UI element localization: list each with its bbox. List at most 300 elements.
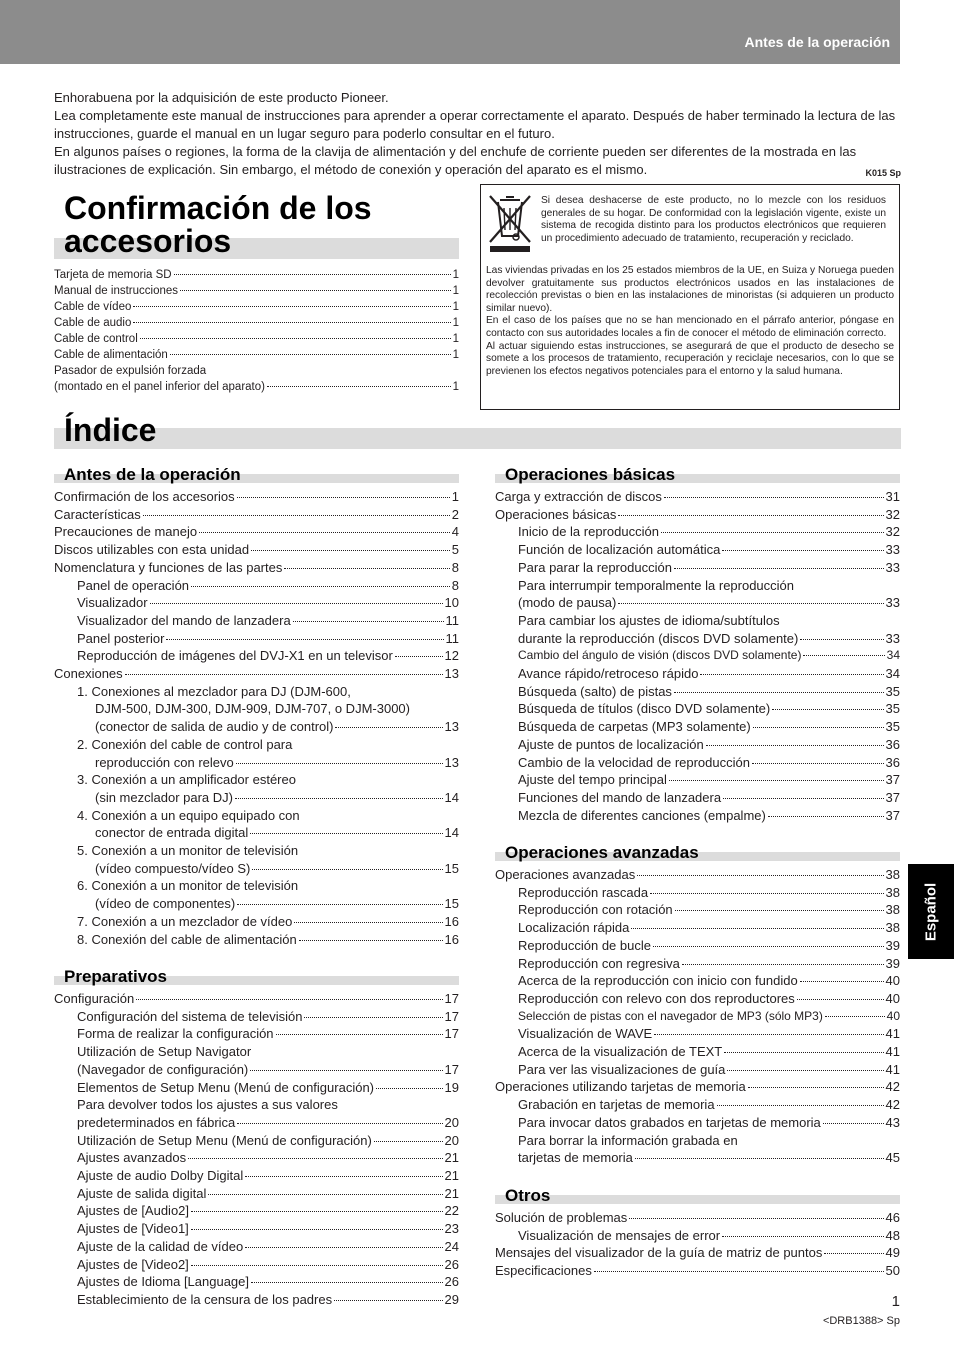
toc-entry [54,1061,459,1079]
toc-entry-page: 33 [885,595,900,611]
toc-entry [495,807,900,825]
toc-entry-label: Solución de problemas [495,1210,628,1225]
toc-entry-label: Selección de pistas con el navegador de MP3 (sólo MP3) [518,1008,823,1023]
toc-leader-dots [637,875,883,876]
toc-entry-page: 34 [886,648,900,663]
toc-entry-label: 6. Conexión a un monitor de televisión [77,878,299,894]
toc-entry-label: Ajuste del tempo principal [518,772,667,788]
toc-entry-page: 45 [885,1150,900,1166]
toc-entry-page: 17 [444,1026,459,1042]
toc-entry [495,1008,900,1026]
toc-entry [495,990,900,1008]
toc-entry-label: Búsqueda de carpetas (MP3 solamente) [518,719,751,735]
toc-leader-dots [245,1176,442,1177]
toc-entry [54,860,459,878]
toc-entry [54,718,459,736]
toc-leader-dots [251,1282,443,1283]
toc-entry [495,866,900,884]
toc-entry [54,1291,459,1309]
toc-leader-dots [661,532,884,533]
toc-entry-label: 4. Conexión a un equipo equipado con [77,807,300,823]
toc-entry-label: Conexiones [54,666,123,682]
toc-entry-label: Reproducción de imágenes del DVJ-X1 en un televisor [77,648,393,664]
toc-entry [54,1185,459,1203]
toc-entry [54,877,459,895]
toc-entry-page: 40 [885,973,900,989]
language-tab-label: Español [922,882,940,941]
toc-leader-dots [125,674,443,675]
intro-text [54,89,901,182]
toc-entry-label: Búsqueda de títulos (disco DVD solamente) [518,701,771,717]
crossed-bin-icon [486,192,534,252]
toc-entry-page: 4 [451,524,459,540]
toc-entry-page: 35 [885,683,900,699]
toc-entry-label: 3. Conexión a un amplificador estéreo [77,772,296,788]
toc-entry-page: 41 [885,1026,900,1042]
toc-entry-page: 26 [444,1274,459,1290]
preparativos-heading [54,967,459,986]
toc-entry-page: 20 [444,1132,459,1148]
toc-entry [54,1273,459,1291]
toc-entry [54,1202,459,1220]
toc-entry [495,1043,900,1061]
toc-entry-label: Para devolver todos los ajustes a sus valores [77,1097,338,1113]
toc-entry [54,577,459,595]
toc-entry-page: 1 [452,317,459,329]
toc-leader-dots [727,1070,883,1071]
toc-entry [495,612,900,630]
toc-leader-dots [669,780,884,781]
toc-entry-label: Características [54,506,141,522]
toc-entry-page: 38 [885,884,900,900]
toc-leader-dots [717,1105,884,1106]
toc-leader-dots [208,1194,442,1195]
toc-leader-dots [824,1253,883,1254]
toc-entry-label: Ajuste de audio Dolby Digital [77,1168,244,1184]
toc-entry [54,347,459,363]
toc-entry-label: Cable de control [54,333,138,345]
toc-entry [54,1096,459,1114]
toc-entry-page: 11 [445,630,459,646]
toc-entry-page: 33 [885,630,900,646]
toc-entry-label: Ajustes avanzados [77,1150,187,1166]
toc-entry-page: 42 [885,1079,900,1095]
toc-leader-dots [143,515,450,516]
toc-leader-dots [188,1158,442,1159]
toc-leader-dots [170,354,451,355]
toc-entry [495,647,900,665]
toc-entry [54,842,459,860]
toc-entry-page: 15 [444,860,459,876]
toc-entry-page: 32 [885,506,900,522]
toc-entry-label: 7. Conexión a un mezclador de vídeo [77,913,293,929]
toc-entry-label: Utilización de Setup Menu (Menú de configuración) [77,1132,372,1148]
toc-entry-page: 17 [444,1061,459,1077]
toc-entry-label: Discos utilizables con esta unidad [54,542,250,558]
toc-entry [495,594,900,612]
toc-leader-dots [594,1271,884,1272]
indice-heading [54,412,901,449]
toc-entry-page: 13 [444,719,459,735]
toc-entry [54,612,459,630]
toc-leader-dots [629,1218,883,1219]
toc-entry-label: Reproducción de bucle [518,937,651,953]
toc-entry-label: Ajustes de [Video1] [77,1221,189,1237]
toc-entry-page: 21 [444,1185,459,1201]
toc-entry [54,1238,459,1256]
toc-entry-page: 39 [885,937,900,953]
toc-entry-label: Visualización de mensajes de error [518,1227,721,1243]
toc-entry-label: Cable de vídeo [54,301,132,313]
toc-leader-dots [723,798,883,799]
toc-entry [495,789,900,807]
toc-leader-dots [133,306,450,307]
toc-entry-label: Operaciones básicas [495,506,617,522]
toc-entry-label: Para cambiar los ajustes de idioma/subtítulos [518,612,780,628]
toc-entry [495,937,900,955]
toc-leader-dots [294,922,442,923]
toc-entry-page: 33 [885,542,900,558]
toc-leader-dots [180,290,451,291]
toc-entry-page: 50 [885,1263,900,1279]
intro-paragraph-3: En algunos países o regiones, la forma de la clavija de alimentación y del enchufe de corriente pueden ser diferentes de la mostrada en las ilustraciones de explicación. Sin embargo, el método de conexión y operación del aparato es el mismo. K015 Sp [54,143,901,179]
toc-entry-page: 1 [452,349,459,361]
toc-leader-dots [199,532,450,533]
toc-entry-page: 48 [885,1227,900,1243]
toc-entry [54,1167,459,1185]
toc-entry [54,315,459,331]
basicas-heading [495,465,900,484]
toc-leader-dots [284,568,449,569]
toc-leader-dots [674,692,884,693]
toc-leader-dots [823,1123,884,1124]
toc-leader-dots [752,763,884,764]
preparativos-toc [54,990,459,1309]
toc-entry [54,807,459,825]
toc-entry-label: Visualizador [77,595,148,611]
toc-entry [495,523,900,541]
toc-entry [495,683,900,701]
toc-leader-dots [722,1236,883,1237]
toc-entry-label: Funciones del mando de lanzadera [518,789,722,805]
toc-entry-page: 22 [444,1203,459,1219]
toc-entry [495,901,900,919]
toc-entry-label: Para interrumpir temporalmente la reproducción [518,577,795,593]
toc-entry [495,559,900,577]
toc-entry [54,1025,459,1043]
toc-entry-page: 49 [885,1245,900,1261]
toc-leader-dots [252,869,442,870]
toc-entry [54,506,459,524]
intro-paragraph-1: Enhorabuena por la adquisición de este producto Pioneer. [54,90,389,105]
toc-entry-page: 23 [444,1221,459,1237]
toc-leader-dots [245,1247,442,1248]
toc-entry-label: Ajuste de la calidad de vídeo [77,1238,244,1254]
toc-entry-page: 1 [452,269,459,281]
weee-paragraph-2: En el caso de los países que no se han mencionado en el párrafo anterior, póngase en contacto con sus autoridades locales a fin de conocer el método de eliminación correcto. [486,315,894,339]
toc-leader-dots [803,655,884,656]
toc-entry [495,771,900,789]
toc-leader-dots [250,833,442,834]
toc-entry-label: Ajustes de [Audio2] [77,1203,190,1219]
toc-entry [54,1043,459,1061]
toc-leader-dots [267,386,451,387]
page-number: 1 [891,1293,900,1310]
toc-entry-label: Utilización de Setup Navigator [77,1044,252,1060]
toc-leader-dots [237,904,442,905]
toc-leader-dots [654,1034,883,1035]
toc-entry-label: Cambio de la velocidad de reproducción [518,754,750,770]
toc-entry-page: 29 [444,1291,459,1307]
toc-entry-page: 40 [886,1008,900,1023]
toc-leader-dots [376,1088,443,1089]
toc-leader-dots [635,1158,884,1159]
weee-body-text [486,265,894,378]
toc-entry-label: tarjetas de memoria [518,1150,633,1166]
toc-entry-label: 8. Conexión del cable de alimentación [77,931,297,947]
toc-entry-page: 1 [452,285,459,297]
accesorios-title-line2: accesorios [64,223,232,259]
toc-entry-page: 21 [444,1168,459,1184]
toc-entry-page: 1 [451,489,459,504]
toc-entry [54,594,459,612]
toc-leader-dots [674,568,884,569]
toc-entry-page: 19 [444,1079,459,1095]
toc-entry-page: 31 [885,489,900,504]
toc-entry [495,1096,900,1114]
toc-leader-dots [748,1087,884,1088]
toc-entry-page: 10 [444,595,459,611]
toc-entry-page: 12 [444,648,459,664]
toc-entry [54,665,459,683]
toc-entry-page: 16 [444,931,459,947]
toc-entry [495,1025,900,1043]
toc-entry-label: Establecimiento de la censura de los padres [77,1291,333,1307]
antes-toc [54,488,459,948]
toc-entry-label: 5. Conexión a un monitor de televisión [77,843,299,859]
toc-entry-page: 41 [885,1044,900,1060]
toc-entry-label: Ajustes de Idioma [Language] [77,1274,250,1290]
toc-entry-label: Reproducción con rotación [518,902,673,918]
toc-entry [495,736,900,754]
document-code: <DRB1388> Sp [822,1315,900,1327]
toc-entry [495,884,900,902]
toc-entry [495,488,900,506]
toc-entry-label: Cable de alimentación [54,349,168,361]
toc-entry [495,577,900,595]
toc-entry-label: Grabación en tarjetas de memoria [518,1097,715,1113]
toc-entry-label: Configuración del sistema de televisión [77,1008,303,1024]
toc-leader-dots [191,1229,443,1230]
avanzadas-heading [495,843,900,862]
toc-entry [54,1220,459,1238]
toc-leader-dots [768,816,884,817]
toc-entry-label: Visualizador del mando de lanzadera [77,612,291,628]
toc-entry-page: 17 [444,1008,459,1024]
toc-entry-page: 24 [444,1238,459,1254]
toc-entry [54,541,459,559]
toc-leader-dots [682,964,884,965]
toc-entry-page: 39 [885,955,900,971]
accesorios-list [54,267,459,395]
toc-entry-label: Avance rápido/retroceso rápido [518,666,699,682]
toc-entry-label: Inicio de la reproducción [518,524,659,540]
otros-toc [495,1209,900,1280]
toc-entry-page: 17 [444,991,459,1006]
toc-entry-label: Ajustes de [Video2] [77,1256,189,1272]
toc-entry [495,754,900,772]
toc-entry-label: (Navegador de configuración) [77,1061,249,1077]
toc-leader-dots [251,550,450,551]
toc-entry [54,1256,459,1274]
toc-entry [495,1132,900,1150]
toc-entry [54,700,459,718]
toc-leader-dots [174,274,451,275]
toc-entry [495,665,900,683]
toc-entry-page: 40 [885,990,900,1006]
toc-entry [495,955,900,973]
toc-leader-dots [753,727,884,728]
toc-entry-label: Panel de operación [77,577,190,593]
toc-entry [495,919,900,937]
toc-entry [54,990,459,1008]
toc-entry-page: 21 [444,1150,459,1166]
toc-entry-page: 11 [445,612,459,628]
toc-entry [54,1114,459,1132]
toc-entry-label: Ajuste de salida digital [77,1185,207,1201]
accesorios-title-line1: Confirmación de los [64,190,372,226]
toc-entry-page: 43 [885,1114,900,1130]
toc-leader-dots [653,946,884,947]
toc-entry-page: 37 [885,789,900,805]
toc-entry-label: (vídeo de componentes) [95,896,236,912]
toc-entry [495,541,900,559]
toc-entry [54,824,459,842]
toc-entry [54,379,459,395]
avanzadas-toc [495,866,900,1167]
toc-entry [54,736,459,754]
toc-entry-page: 1 [452,301,459,313]
toc-entry-label: Pasador de expulsión forzada [54,365,207,377]
toc-entry-page: 41 [885,1061,900,1077]
toc-entry-page: 5 [451,542,459,558]
toc-entry-label: Precauciones de manejo [54,524,198,540]
toc-entry-label: Configuración [54,991,135,1006]
toc-entry [54,754,459,772]
toc-entry [495,1209,900,1227]
toc-entry-label: Cambio del ángulo de visión (discos DVD solamente) [518,648,802,663]
toc-leader-dots [395,656,443,657]
toc-entry-page: 2 [451,506,459,522]
basicas-toc [495,488,900,824]
toc-entry-label: (sin mezclador para DJ) [95,789,233,805]
toc-entry-label: Carga y extracción de discos [495,489,662,504]
toc-leader-dots [299,940,443,941]
toc-entry [495,972,900,990]
toc-entry-label: Elementos de Setup Menu (Menú de configuración) [77,1079,375,1095]
toc-entry [54,267,459,283]
toc-entry [495,1244,900,1262]
toc-entry-page: 32 [885,524,900,540]
toc-leader-dots [237,497,450,498]
intro-paragraph-2: Lea completamente este manual de instrucciones para aprender a operar correctamente el aparato. Después de haber terminado la lectura de las instrucciones, guarde el manual en un lugar seguro para poderlo consultar en el futuro. [54,108,896,141]
toc-entry [54,895,459,913]
toc-entry-label: Reproducción con regresiva [518,955,680,971]
toc-entry-page: 35 [885,701,900,717]
toc-leader-dots [800,981,884,982]
weee-top-text: Si desea deshacerse de este producto, no lo mezcle con los residuos generales de su hogar. De conformidad con la legislación vigente, existe un sistema de recogida distinto para los productos electrónicos que requieren un procedimiento adecuado de tratamiento, recuperación y reciclado. [541,195,886,244]
toc-entry-label: Forma de realizar la configuración [77,1026,274,1042]
toc-leader-dots [722,550,883,551]
toc-leader-dots [650,893,883,894]
toc-leader-dots [166,639,443,640]
otros-title: Otros [505,1186,551,1205]
toc-leader-dots [334,1300,442,1301]
toc-entry-label: Operaciones utilizando tarjetas de memoria [495,1079,746,1095]
toc-leader-dots [276,1034,443,1035]
toc-entry [54,771,459,789]
intro-code: K015 Sp [865,168,901,178]
basicas-title: Operaciones básicas [505,465,676,484]
toc-leader-dots [191,586,450,587]
toc-entry-page: 15 [444,896,459,912]
toc-entry [54,683,459,701]
toc-leader-dots [250,1070,442,1071]
toc-entry [495,506,900,524]
toc-entry-label: Para invocar datos grabados en tarjetas de memoria [518,1114,821,1130]
toc-entry [54,283,459,299]
toc-entry [495,1262,900,1280]
toc-entry-label: Nomenclatura y funciones de las partes [54,559,283,575]
toc-entry-page: 38 [885,902,900,918]
toc-entry [495,700,900,718]
toc-entry-page: 26 [444,1256,459,1272]
toc-entry-label: Para ver las visualizaciones de guía [518,1061,726,1077]
toc-entry-label: Cable de audio [54,317,132,329]
antes-title: Antes de la operación [64,465,241,484]
toc-entry [495,718,900,736]
toc-leader-dots [724,1052,883,1053]
toc-entry [54,331,459,347]
toc-entry-label: 1. Conexiones al mezclador para DJ (DJM-600, [77,683,351,699]
toc-entry-page: 35 [885,719,900,735]
toc-entry [54,1132,459,1150]
toc-leader-dots [631,928,883,929]
toc-entry-page: 36 [885,736,900,752]
avanzadas-title: Operaciones avanzadas [505,843,699,862]
toc-entry-label: Para borrar la información grabada en [518,1132,738,1148]
toc-entry [54,931,459,949]
toc-leader-dots [140,338,451,339]
toc-entry [54,1079,459,1097]
toc-leader-dots [800,639,883,640]
toc-entry-page: 37 [885,807,900,823]
antes-heading [54,465,459,484]
toc-entry [54,1008,459,1026]
toc-entry-page: 13 [444,754,459,770]
toc-entry-page: 33 [885,559,900,575]
toc-entry [54,913,459,931]
toc-leader-dots [235,798,443,799]
toc-entry-label: (modo de pausa) [518,595,617,611]
toc-entry-label: 2. Conexión del cable de control para [77,736,293,752]
toc-entry-label: Función de localización automática [518,542,721,558]
toc-entry-label: Acerca de la visualización de TEXT [518,1044,723,1060]
toc-entry-label: Acerca de la reproducción con inicio con fundido [518,973,798,989]
toc-leader-dots [236,763,443,764]
toc-leader-dots [374,1141,443,1142]
toc-entry-label: Para parar la reproducción [518,559,672,575]
